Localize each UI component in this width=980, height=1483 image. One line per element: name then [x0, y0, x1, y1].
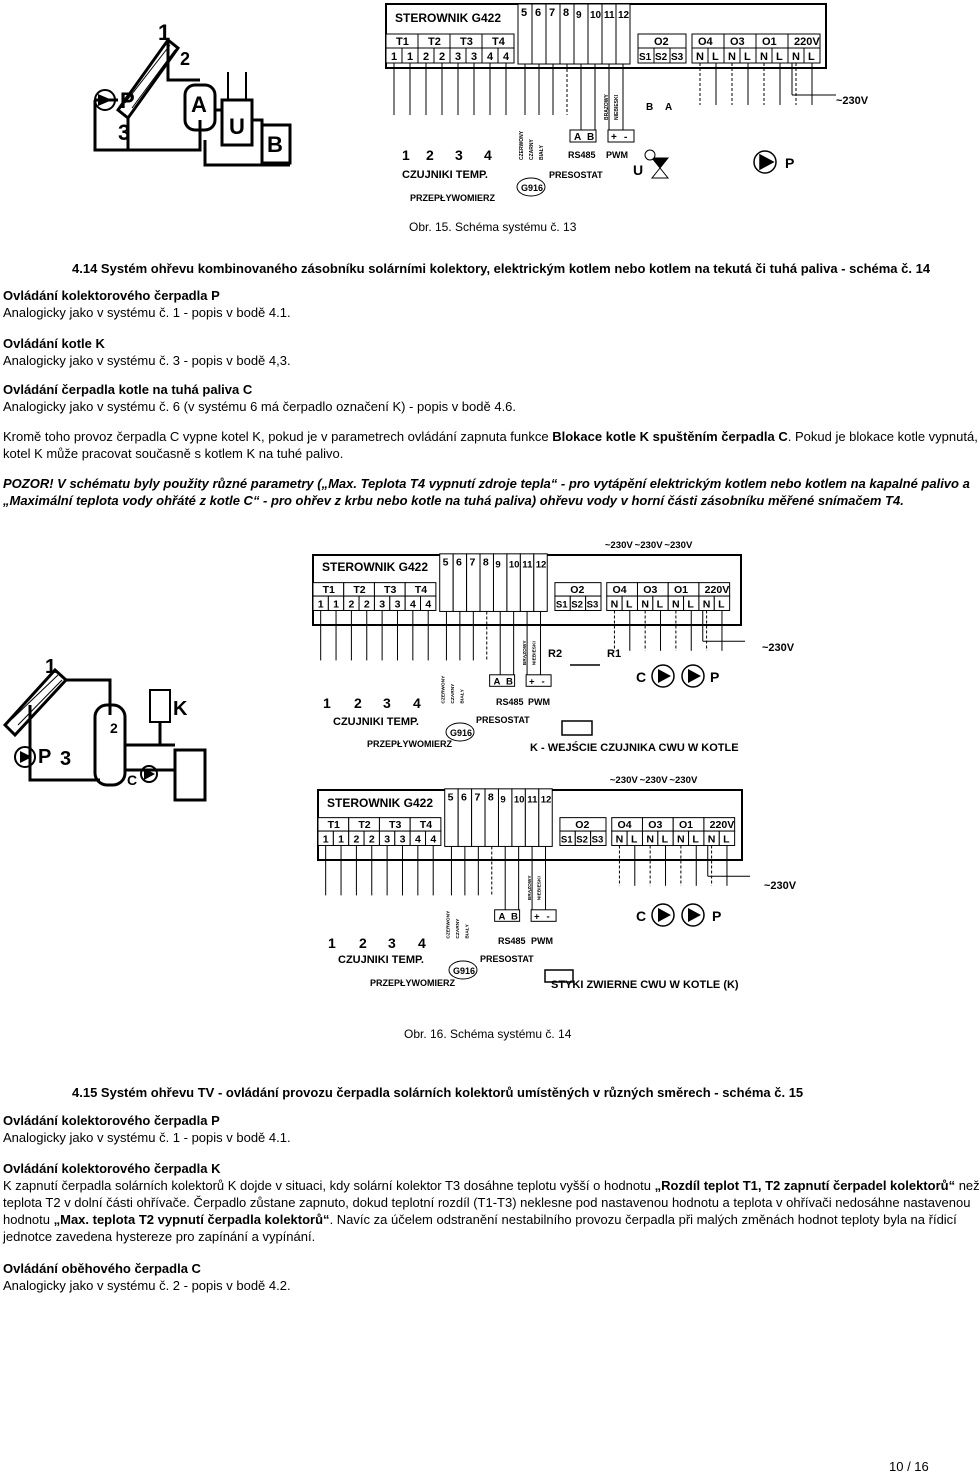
svg-text:G916: G916: [450, 728, 473, 738]
terminal-pin: N: [610, 598, 619, 611]
terminal-pin: N: [641, 598, 649, 611]
svg-text:3: 3: [388, 935, 396, 951]
par-c: . Pokud je blokace kotle vypnutá,: [787, 429, 978, 444]
terminal-pin: 4: [503, 51, 510, 63]
terminal-pin: 1: [317, 598, 324, 611]
warning-line-2: „Maximální teplota vody ohřáté z kotle C“ - pro ohřev z krbu nebo kotle na tuhá paliva) ohřevu vody v horní části zásobníku měřené snímačem T4.: [3, 493, 904, 508]
terminal-group-t4: T4: [414, 584, 428, 597]
terminal-pin: 3: [384, 833, 391, 846]
g916-label: G916: [521, 183, 544, 193]
wire-color-label: BIAŁY: [465, 924, 471, 939]
wire-color-label: CZERWONY: [446, 910, 452, 939]
terminal-group-220v: 220V: [704, 584, 730, 597]
terminal-pin: 8: [487, 791, 494, 804]
k-contacts-label: STYKI ZWIERNE CWU W KOTLE (K): [551, 979, 739, 991]
terminal-pin: 2: [363, 598, 370, 611]
terminal-pin: S1: [555, 599, 568, 611]
terminal-pin: 1: [333, 598, 340, 611]
rs485-a: A: [493, 676, 501, 688]
pwm-minus: -: [546, 911, 550, 923]
terminal-group-o2: O2: [570, 584, 585, 597]
mains-label: [690, 0, 720, 1]
terminal-pin: S2: [571, 599, 583, 611]
terminal-group-t3: T3: [460, 36, 473, 48]
terminal-group-t2: T2: [358, 819, 371, 832]
terminal-pin: L: [744, 51, 751, 63]
wire-color-label: BRĄZOWY: [528, 875, 534, 901]
r1-label: R1: [607, 648, 622, 660]
terminal-pin: 7: [474, 791, 481, 804]
pump-p-15: [754, 151, 776, 173]
terminal-pin: L: [692, 833, 699, 846]
terminal-pin: L: [687, 598, 694, 611]
warning-line-1: POZOR! V schématu byly použity různé parametry („Max. Teplota T4 vypnutí zdroje tepla“ - pro vytápění elektrickým kotlem nebo kotlem na kapalné palivo a: [3, 476, 970, 491]
rs485-a: A: [498, 911, 506, 923]
terminal-pin: N: [707, 833, 716, 846]
figure-16-caption: Obr. 16. Schéma systému č. 14: [404, 1027, 572, 1041]
terminal-group-t3: T3: [389, 819, 402, 832]
subheading-collector-pump-k: Ovládání kolektorového čerpadla K: [3, 1161, 221, 1176]
terminal-pin: S3: [591, 834, 604, 846]
terminal-pin: L: [808, 51, 815, 63]
terminal-pin: S1: [639, 52, 652, 63]
wire-color-label: BIAŁY: [460, 689, 466, 704]
terminal-pin: N: [728, 51, 736, 63]
svg-text:2: 2: [354, 695, 362, 711]
terminal-pin: S2: [576, 834, 588, 846]
pwm-plus: +: [534, 911, 540, 923]
svg-text:3: 3: [118, 120, 131, 145]
pwm-plus: +: [611, 132, 617, 143]
terminal-pin: N: [702, 598, 711, 611]
svg-text:PRESOSTAT: PRESOSTAT: [476, 715, 530, 725]
terminal-pin: 10: [590, 10, 602, 21]
terminal-pin: 2: [368, 833, 375, 846]
svg-text:P: P: [120, 88, 135, 113]
text-collector-pump-p: Analogicky jako v systému č. 1 - popis v bodě 4.1.: [3, 1130, 291, 1145]
terminal-pin: 10: [508, 559, 520, 571]
terminal-pin: L: [718, 598, 725, 611]
terminal-pin: 1: [322, 833, 329, 846]
svg-text:G916: G916: [453, 966, 476, 976]
terminal-group-o4: O4: [612, 584, 627, 597]
terminal-pin: 9: [576, 10, 582, 21]
terminal-pin: 10: [513, 794, 525, 806]
pwm-minus: -: [624, 132, 628, 143]
svg-text:1: 1: [158, 20, 171, 45]
svg-text:1: 1: [328, 935, 336, 951]
wire-color-label: CZERWONY: [519, 130, 525, 160]
mains-right: ~230V: [836, 95, 869, 107]
text-boiler: Analogicky jako v systému č. 3 - popis v bodě 4,3.: [3, 353, 291, 368]
terminal-pin: 5: [521, 7, 528, 19]
pressostat-label: PRESOSTAT: [549, 170, 603, 180]
svg-text:2: 2: [359, 935, 367, 951]
svg-text:RS485: RS485: [496, 697, 524, 707]
terminal-group-o1: O1: [678, 819, 694, 832]
terminal-pin: 6: [456, 556, 462, 569]
terminal-pin: 4: [425, 598, 432, 611]
svg-text:3: 3: [455, 147, 463, 163]
terminal-pin: 4: [430, 833, 437, 846]
valve-u-15: [645, 150, 668, 178]
terminal-pin: L: [712, 51, 719, 63]
terminal-pin: 6: [461, 791, 467, 804]
terminal-group-o3: O3: [643, 584, 658, 597]
text-collector-pump: Analogicky jako v systému č. 1 - popis v bodě 4.1.: [3, 305, 291, 320]
terminal-group-t4: T4: [419, 819, 433, 832]
subheading-boiler: Ovládání kotle K: [3, 336, 105, 351]
svg-text:PRZEPŁYWOMIERZ: PRZEPŁYWOMIERZ: [370, 978, 455, 988]
wire-color-label: BIAŁY: [539, 145, 545, 160]
terminal-group-t2: T2: [428, 36, 441, 48]
svg-text:PWM: PWM: [528, 697, 550, 707]
wire-color-label: BRĄZOWY: [523, 640, 529, 666]
wire-color-label: NIEBIESKI: [537, 876, 543, 901]
wire-color-label: NIEBIESKI: [532, 641, 538, 666]
svg-text:4: 4: [484, 147, 492, 163]
mains-label: ~230V: [664, 540, 693, 552]
terminal-pin: 7: [469, 556, 476, 569]
terminal-pin: 2: [353, 833, 360, 846]
mains-label: ~230V: [634, 540, 663, 552]
terminal-pin: 5: [447, 791, 454, 804]
par-a: Kromě toho provoz čerpadla C vypne kotel K, pokud je v parametrech ovládání zapnuta funkce: [3, 429, 553, 444]
terminal-group-220v: 220V: [794, 36, 820, 48]
text-circulation-pump: Analogicky jako v systému č. 2 - popis v bodě 4.2.: [3, 1278, 291, 1293]
rs485-label: RS485: [568, 150, 596, 160]
terminal-group-t3: T3: [384, 584, 397, 597]
terminal-pin: S3: [586, 599, 599, 611]
svg-text:A: A: [191, 92, 207, 117]
terminal-pin: 2: [348, 598, 355, 611]
terminal-pin: 11: [522, 559, 533, 571]
p-label: P: [785, 155, 795, 171]
terminal-pin: L: [776, 51, 783, 63]
section-4-14-heading: 4.14 Systém ohřevu kombinovaného zásobníku solárními kolektory, elektrickým kotlem nebo kotlem na tekutá či tuhá paliva - schéma č. 14: [72, 261, 931, 276]
svg-text:U: U: [229, 114, 245, 139]
terminal-pin: N: [615, 833, 624, 846]
terminal-pin: 2: [439, 51, 446, 63]
svg-text:2: 2: [110, 720, 118, 736]
terminal-pin: 11: [604, 10, 615, 21]
terminal-pin: N: [760, 51, 768, 63]
terminal-group-o4: O4: [617, 819, 632, 832]
rs485-b: B: [510, 911, 518, 923]
subheading-solid-fuel-pump: Ovládání čerpadla kotle na tuhá paliva C: [3, 382, 253, 397]
paragraph-collector-k: K zapnutí čerpadla solárních kolektorů K dojde v situaci, kdy solární kolektor T3 dosáhne teplotu vyšší o hodnotu „Rozdíl teplot T1, T2 zapnutí čerpadel kolektorů“ než teplota T2 v dolní části ohřívače. Čerpadlo zůstane zapnuto, dokud teplotní rozdíl (T1-T3) neklesne pod nastavenou hodnotu a teplota v ohřívači nedosáhne nastavenou hodnotu „Max. teplota T2 vypnutí čerpadla kolektorů“. Navíc za účelem odstranění nestabilního provozu čerpadla při malých změnách hodnot teploty byla na řídicí jednotce zavedena hystereze pro zapínání a vypínání.: [3, 1178, 980, 1244]
terminal-pin: N: [792, 51, 800, 63]
terminal-pin: 12: [540, 794, 552, 806]
terminal-group-o1: O1: [762, 36, 777, 48]
terminal-pin: 2: [423, 51, 430, 63]
terminal-group-o4: O4: [698, 36, 713, 48]
terminal-group-o2: O2: [575, 819, 590, 832]
section-4-15-heading: 4.15 Systém ohřevu TV - ovládání provozu čerpadla solárních kolektorů umístěných v různých směrech - schéma č. 15: [72, 1085, 804, 1100]
r2-label: R2: [548, 648, 563, 660]
mains-label: ~230V: [604, 540, 633, 552]
p-label-a: P: [710, 669, 720, 685]
terminal-pin: 3: [471, 51, 478, 63]
terminal-pin: 3: [379, 598, 386, 611]
terminal-group-t1: T1: [327, 819, 340, 832]
terminal-group-t1: T1: [322, 584, 335, 597]
text-solid-fuel-pump: Analogicky jako v systému č. 6 (v systému 6 má čerpadlo označení K) - popis v bodě 4.6.: [3, 399, 517, 414]
terminal-pin: 3: [455, 51, 462, 63]
mains-label: [752, 0, 782, 1]
sensor-caption: CZUJNIKI TEMP.: [402, 169, 488, 181]
terminal-pin: L: [661, 833, 669, 846]
controller-title: STEROWNIK G422: [395, 11, 502, 25]
terminal-pin: 1: [407, 51, 414, 63]
terminal-group-t2: T2: [353, 584, 366, 597]
wire-color-label: CZARNY: [456, 918, 462, 939]
subheading-circulation-pump: Ovládání oběhového čerpadla C: [3, 1261, 201, 1276]
terminal-pin: L: [630, 833, 638, 846]
u-label: U: [633, 162, 644, 178]
svg-text:~230V: ~230V: [764, 880, 797, 892]
terminal-pin: 8: [482, 556, 489, 569]
svg-text:PRESOSTAT: PRESOSTAT: [480, 954, 534, 964]
terminal-group-220v: 220V: [709, 819, 735, 832]
terminal-group-o3: O3: [648, 819, 663, 832]
b-label: B: [646, 102, 654, 113]
mains-label: ~230V: [609, 775, 638, 787]
wire-color-label: NIEBIESKI: [614, 94, 620, 120]
wiring-diagram-15: [0, 0, 960, 215]
terminal-pin: 7: [549, 7, 556, 19]
rs485-a: A: [574, 132, 582, 143]
wire-color-label: BRĄZOWY: [604, 94, 610, 120]
svg-text:PRZEPŁYWOMIERZ: PRZEPŁYWOMIERZ: [367, 739, 452, 749]
svg-text:CZUJNIKI TEMP.: CZUJNIKI TEMP.: [333, 716, 419, 728]
terminal-pin: N: [672, 598, 680, 611]
terminal-pin: 11: [527, 794, 538, 806]
svg-text:1: 1: [323, 695, 331, 711]
figure-15-caption: Obr. 15. Schéma systému č. 13: [409, 220, 577, 234]
pwm-minus: -: [541, 676, 545, 688]
svg-text:C: C: [636, 908, 647, 924]
svg-text:C: C: [127, 772, 138, 788]
terminal-pin: 5: [442, 556, 449, 569]
svg-text:4: 4: [413, 695, 421, 711]
k-input-label: K - WEJŚCIE CZUJNIKA CWU W KOTLE: [530, 742, 739, 754]
terminal-pin: 3: [394, 598, 401, 611]
terminal-pin: L: [723, 833, 730, 846]
svg-text:P: P: [712, 908, 722, 924]
svg-text:3: 3: [383, 695, 391, 711]
terminal-pin: 1: [391, 51, 398, 63]
svg-text:P: P: [38, 746, 52, 768]
paragraph-blocking: [3, 428, 978, 445]
svg-text:1: 1: [402, 147, 410, 163]
figure-15: [0, 0, 960, 215]
terminal-pin: L: [625, 598, 633, 611]
subheading-collector-pump: Ovládání kolektorového čerpadla P: [3, 288, 220, 303]
terminal-pin: S2: [655, 52, 668, 63]
page-number: 10 / 16: [889, 1459, 929, 1474]
terminal-group-t4: T4: [492, 36, 505, 48]
rs485-b: B: [505, 676, 513, 688]
terminal-pin: 8: [563, 7, 570, 19]
wiring-diagram-16: [0, 540, 960, 1025]
wire-color-label: CZARNY: [451, 683, 457, 704]
terminal-pin: 4: [409, 598, 416, 611]
c-label-a: C: [636, 669, 647, 685]
terminal-pin: 3: [399, 833, 406, 846]
mains-label: ~230V: [639, 775, 668, 787]
mains-label: [721, 0, 751, 1]
svg-text:K: K: [173, 698, 188, 720]
svg-text:~230V: ~230V: [762, 642, 795, 654]
terminal-pin: 9: [500, 794, 506, 806]
terminal-group-t1: T1: [396, 36, 409, 48]
terminal-pin: 12: [618, 10, 630, 21]
svg-text:STEROWNIK G422: STEROWNIK G422: [322, 560, 429, 574]
svg-text:B: B: [267, 132, 283, 157]
terminal-pin: 4: [414, 833, 421, 846]
terminal-pin: N: [696, 51, 704, 63]
svg-text:STEROWNIK G422: STEROWNIK G422: [327, 796, 434, 810]
terminal-pin: 4: [487, 51, 494, 63]
svg-text:CZUJNIKI TEMP.: CZUJNIKI TEMP.: [338, 954, 424, 966]
mains-label: ~230V: [669, 775, 698, 787]
terminal-pin: S3: [671, 52, 684, 63]
a-label: A: [665, 102, 673, 113]
paragraph-blocking-2: kotel K může pracovat současně s kotlem K na tuhé palivo.: [3, 446, 344, 461]
svg-text:PWM: PWM: [531, 936, 553, 946]
svg-text:RS485: RS485: [498, 936, 526, 946]
par-b: Blokace kotle K spuštěním čerpadla C: [552, 429, 788, 444]
terminal-group-o2: O2: [654, 36, 669, 48]
terminal-pin: N: [646, 833, 654, 846]
svg-text:4: 4: [418, 935, 426, 951]
terminal-pin: 1: [338, 833, 345, 846]
subheading-collector-pump-p: Ovládání kolektorového čerpadla P: [3, 1113, 220, 1128]
terminal-pin: L: [656, 598, 664, 611]
pwm-label: PWM: [606, 150, 628, 160]
terminal-pin: N: [677, 833, 685, 846]
terminal-group-o3: O3: [730, 36, 745, 48]
svg-text:2: 2: [180, 49, 191, 69]
terminal-pin: 6: [535, 7, 542, 19]
svg-text:1: 1: [45, 656, 57, 678]
terminal-pin: 12: [535, 559, 547, 571]
terminal-pin: 9: [495, 559, 501, 571]
svg-text:3: 3: [60, 748, 72, 770]
terminal-pin: S1: [560, 834, 573, 846]
rs485-b: B: [587, 132, 595, 143]
figure-16: [0, 540, 960, 1025]
pwm-plus: +: [529, 676, 535, 688]
wire-color-label: CZERWONY: [441, 675, 447, 704]
svg-text:2: 2: [426, 147, 434, 163]
wire-color-label: CZARNY: [529, 139, 535, 160]
terminal-group-o1: O1: [673, 584, 689, 597]
flowmeter-label: PRZEPŁYWOMIERZ: [410, 193, 495, 203]
scheme-16: [5, 670, 205, 800]
